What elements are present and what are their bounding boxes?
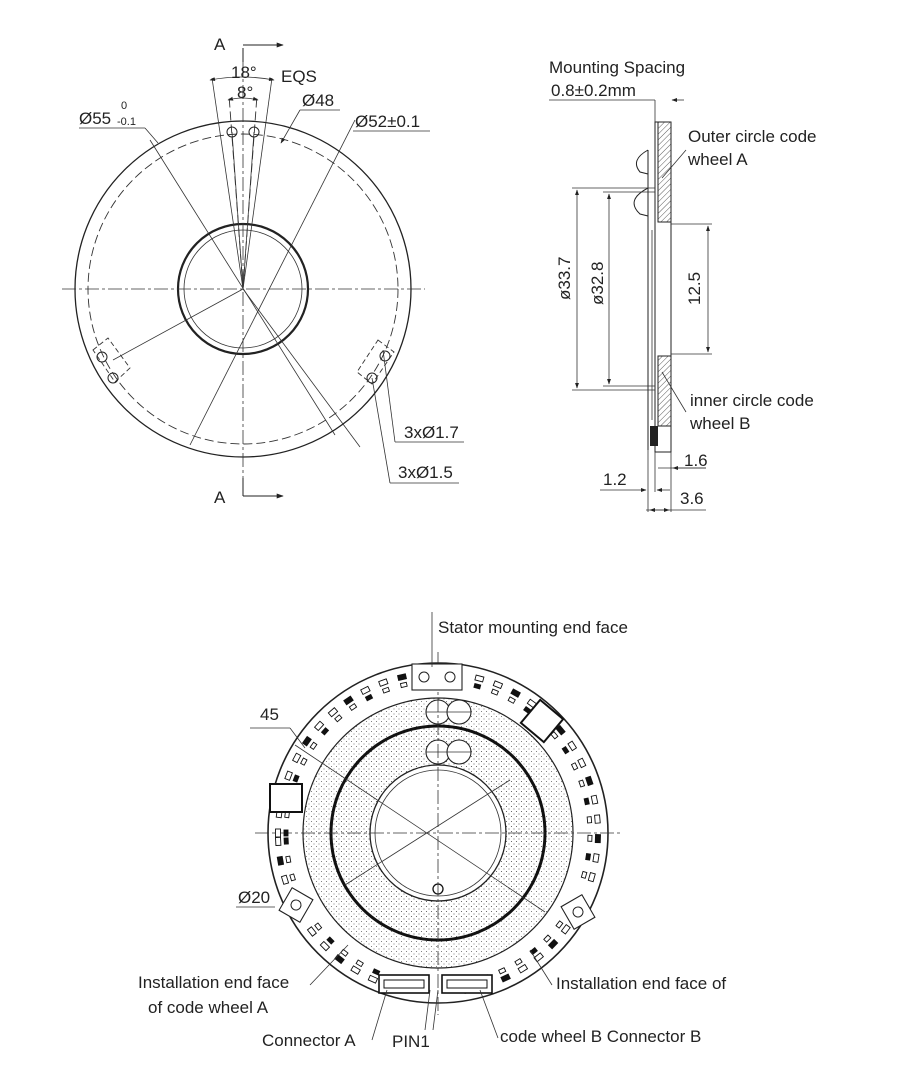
dim-337-label: ø33.7 [555, 256, 574, 300]
dia-52-label: Ø52±0.1 [355, 112, 421, 131]
smd-pad [595, 815, 601, 823]
section-letter-bottom: A [214, 488, 226, 507]
install-b-label-1: Installation end face of [556, 974, 727, 993]
right-hole-pocket [357, 340, 394, 384]
outer-wheel-label-1: Outer circle code [688, 127, 817, 146]
pin1-label: PIN1 [392, 1032, 430, 1051]
stator-face-label: Stator mounting end face [438, 618, 628, 637]
dim-125-label: 12.5 [685, 271, 704, 305]
smd-pad [591, 795, 598, 804]
smd-pad [275, 837, 280, 845]
dia-20-label: Ø20 [238, 888, 271, 907]
section-letter-top: A [214, 35, 226, 54]
inner-wheel-label-2: wheel B [690, 414, 751, 433]
mounting-spacing-label-2: 0.8±0.2mm [551, 81, 636, 100]
connector-b [442, 975, 492, 993]
install-a-label-2: of code wheel A [148, 998, 269, 1017]
connector-a-label: Connector A [262, 1031, 356, 1050]
section-arrow-top [214, 35, 283, 62]
smd-pad [586, 854, 591, 861]
smd-pad [284, 838, 288, 844]
section-arrow-bottom [214, 478, 283, 507]
smd-pad [276, 829, 281, 837]
smd-pad [595, 835, 600, 843]
pcb-component-dark [650, 426, 658, 446]
smd-pad [400, 682, 407, 687]
install-b-label-2: code wheel B Connector B [500, 1027, 702, 1046]
angle-18-label: 18° [231, 63, 257, 82]
smd-pad [277, 856, 283, 865]
board-view [138, 612, 726, 1051]
inner-wheel-label-1: inner circle code [690, 391, 814, 410]
dia-55-tol-upper: 0 [121, 100, 128, 112]
chip-upper-left [270, 784, 302, 812]
smd-pad [588, 835, 592, 841]
holes-17-label: 3xØ1.7 [404, 423, 459, 442]
smd-pad [587, 817, 592, 823]
dim-328-label: ø32.8 [588, 261, 607, 305]
dia-55-tol-lower: -0.1 [117, 116, 136, 128]
dia-48-label: Ø48 [302, 91, 335, 110]
side-view [549, 58, 817, 512]
dim-36-label: 3.6 [680, 489, 704, 508]
smd-pad [584, 798, 589, 805]
pcb-lower-hatch [658, 356, 671, 426]
dim-12-label: 1.2 [603, 470, 627, 489]
angle-8-label: 8° [237, 83, 254, 102]
dim-16-label: 1.6 [684, 451, 708, 470]
pcb-outer-hatch [658, 122, 671, 222]
dia-55-label: Ø55 [79, 109, 112, 128]
outer-wheel-label-2: wheel A [688, 150, 748, 169]
install-a-label-1: Installation end face [138, 973, 290, 992]
mounting-spacing-label-1: Mounting Spacing [549, 58, 686, 77]
eqs-label: EQS [281, 67, 317, 86]
smd-pad [593, 854, 599, 863]
holes-15-label: 3xØ1.5 [398, 463, 453, 482]
angle-45-label: 45 [260, 705, 279, 724]
smd-pad [286, 856, 291, 863]
smd-pad [284, 830, 288, 836]
front-view [62, 35, 464, 507]
